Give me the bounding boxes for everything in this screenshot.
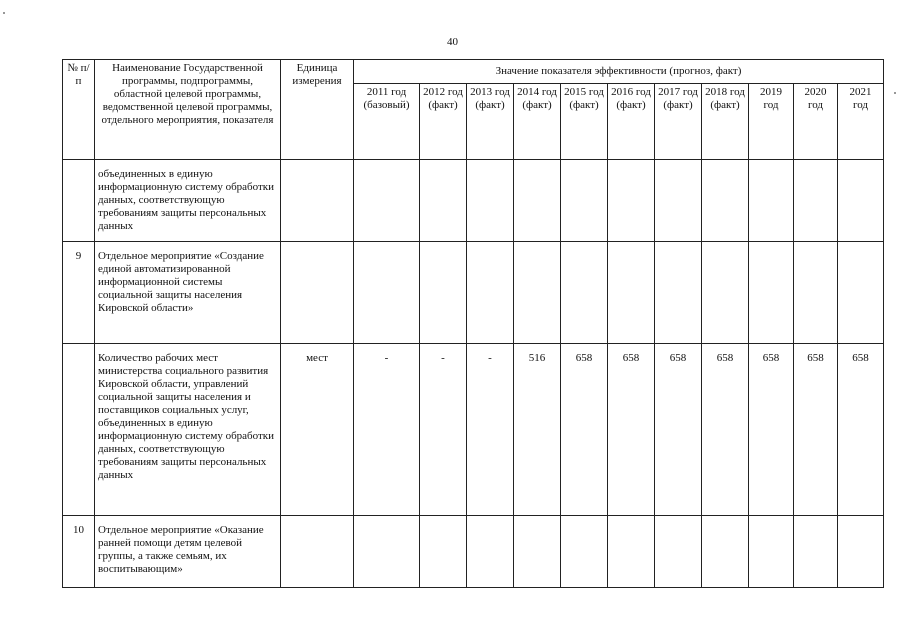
row-unit [281, 160, 354, 242]
header-year-7: 2018 год (факт) [702, 84, 749, 160]
row-value [561, 160, 608, 242]
header-year-4: 2015 год (факт) [561, 84, 608, 160]
header-year-10: 2021 год [838, 84, 884, 160]
row-value [354, 516, 420, 588]
scan-speck [3, 12, 5, 14]
header-year-1: 2012 год (факт) [420, 84, 467, 160]
row-value [838, 160, 884, 242]
row-value [702, 516, 749, 588]
row-value [467, 516, 514, 588]
row-num: 10 [63, 516, 95, 588]
row-num [63, 160, 95, 242]
header-year-0: 2011 год (базовый) [354, 84, 420, 160]
row-value: 658 [794, 344, 838, 516]
row-value [655, 242, 702, 344]
row-value [467, 160, 514, 242]
row-value [561, 516, 608, 588]
row-unit: мест [281, 344, 354, 516]
header-values-group: Значение показателя эффективности (прогноз, факт) [354, 60, 884, 84]
row-value: 658 [838, 344, 884, 516]
row-value [467, 242, 514, 344]
table-row [63, 344, 884, 516]
row-value [838, 516, 884, 588]
row-value: 516 [514, 344, 561, 516]
row-name: Отдельное мероприятие «Оказание ранней помощи детям целевой группы, а также семьям, их воспитывающим» [95, 516, 281, 588]
row-value [354, 160, 420, 242]
row-num: 9 [63, 242, 95, 344]
scan-speck [894, 92, 896, 94]
header-row-top [63, 60, 884, 84]
header-name: Наименование Государственной программы, подпрограммы, областной целевой программы, ведомственной целевой программы, отдельного мероприятия, показателя [95, 60, 281, 160]
row-unit [281, 516, 354, 588]
header-year-9: 2020 год [794, 84, 838, 160]
row-value: - [420, 344, 467, 516]
row-value [514, 516, 561, 588]
row-unit [281, 242, 354, 344]
row-value [420, 242, 467, 344]
table-row [63, 516, 884, 588]
row-value: 658 [702, 344, 749, 516]
row-value [749, 242, 794, 344]
row-value [702, 242, 749, 344]
row-value: - [467, 344, 514, 516]
row-value: - [354, 344, 420, 516]
row-value [838, 242, 884, 344]
row-value [655, 160, 702, 242]
row-value [655, 516, 702, 588]
row-value [608, 242, 655, 344]
row-value: 658 [608, 344, 655, 516]
row-value: 658 [561, 344, 608, 516]
table-row [63, 160, 884, 242]
header-num: № п/п [63, 60, 95, 160]
row-value [354, 242, 420, 344]
row-value [561, 242, 608, 344]
row-value [420, 160, 467, 242]
row-value: 658 [655, 344, 702, 516]
row-name: объединенных в единую информационную систему обработки данных, соответствующую требованиям защиты персональных данных [95, 160, 281, 242]
row-value: 658 [749, 344, 794, 516]
row-value [794, 242, 838, 344]
header-year-3: 2014 год (факт) [514, 84, 561, 160]
row-value [794, 160, 838, 242]
row-name: Отдельное мероприятие «Создание единой автоматизированной информационной системы социальной защиты населения Кировской области» [95, 242, 281, 344]
row-value [749, 160, 794, 242]
table-row [63, 242, 884, 344]
row-value [608, 160, 655, 242]
header-unit: Единица измерения [281, 60, 354, 160]
row-value [794, 516, 838, 588]
page-number: 40 [447, 36, 458, 48]
header-year-2: 2013 год (факт) [467, 84, 514, 160]
header-year-6: 2017 год (факт) [655, 84, 702, 160]
header-year-5: 2016 год (факт) [608, 84, 655, 160]
row-value [749, 516, 794, 588]
row-num [63, 344, 95, 516]
header-year-8: 2019 год [749, 84, 794, 160]
row-value [514, 160, 561, 242]
row-value [420, 516, 467, 588]
row-value [514, 242, 561, 344]
indicator-table [62, 59, 884, 588]
row-value [702, 160, 749, 242]
row-value [608, 516, 655, 588]
row-name: Количество рабочих мест министерства социального развития Кировской области, управлений социальной защиты населения и поставщиков социальных услуг, объединенных в единую информационную систему обработки данных, соответствующую требованиям защиты персональных данных [95, 344, 281, 516]
